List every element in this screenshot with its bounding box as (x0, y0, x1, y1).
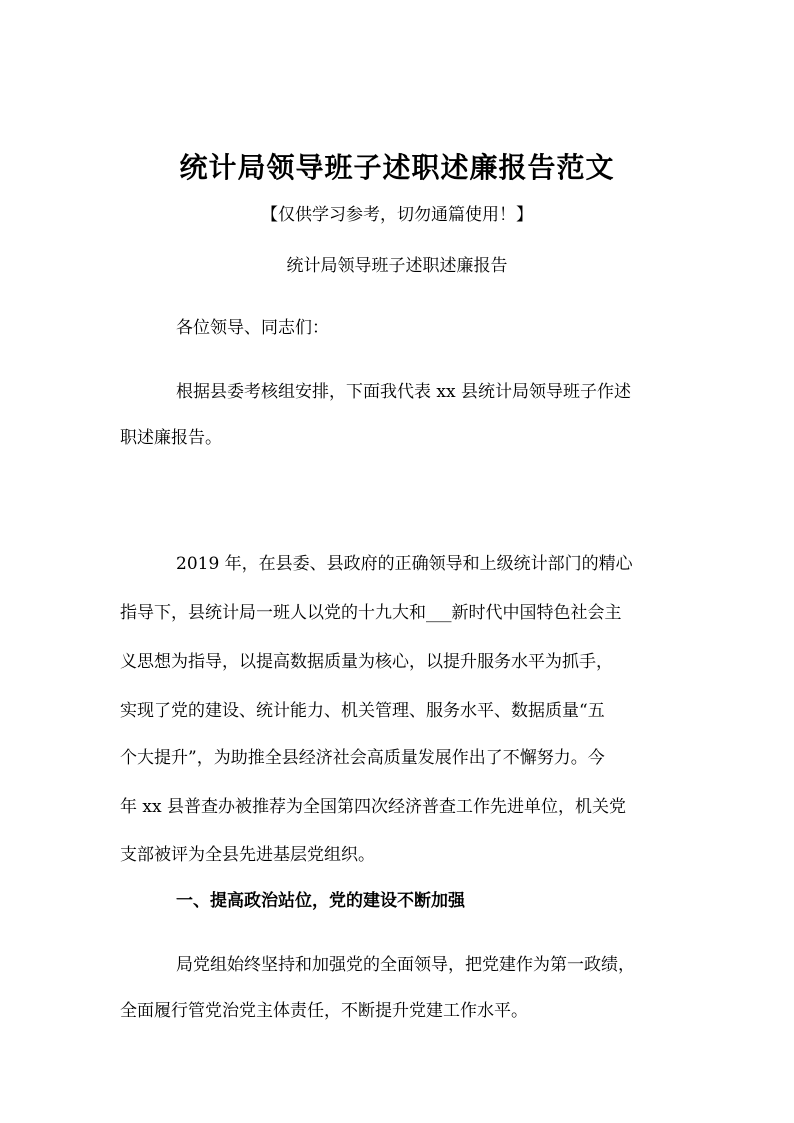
usage-notice: 【仅供学习参考，切勿通篇使用！】 (261, 205, 533, 225)
paragraph-line: 个大提升”，为助推全县经济社会高质量发展作出了不懈努力。今 (120, 748, 605, 768)
paragraph-line: 支部被评为全县先进基层党组织。 (120, 845, 375, 865)
paragraph-line: 2019 年，在县委、县政府的正确领导和上级统计部门的精心 (176, 554, 633, 574)
paragraph-line: 全面履行管党治党主体责任，不断提升党建工作水平。 (120, 1001, 528, 1021)
document-subtitle: 统计局领导班子述职述廉报告 (286, 256, 508, 276)
paragraph-line: 年 xx 县普查办被推荐为全国第四次经济普查工作先进单位，机关党 (120, 797, 626, 817)
paragraph-line: 局党组始终坚持和加强党的全面领导，把党建作为第一政绩， (176, 955, 635, 975)
section-heading: 一、提高政治站位，党的建设不断加强 (176, 891, 465, 911)
greeting: 各位领导、同志们： (176, 318, 329, 338)
paragraph-line: 实现了党的建设、统计能力、机关管理、服务水平、数据质量“五 (120, 701, 605, 721)
paragraph-line: 指导下，县统计局一班人以党的十九大和___新时代中国特色社会主 (120, 603, 622, 623)
paragraph-line: 职述廉报告。 (120, 428, 222, 448)
paragraph-line: 根据县委考核组安排，下面我代表 xx 县统计局领导班子作述 (176, 382, 631, 402)
paragraph-line: 义思想为指导，以提高数据质量为核心，以提升服务水平为抓手， (120, 652, 613, 672)
document-title: 统计局领导班子述职述廉报告范文 (179, 151, 615, 184)
